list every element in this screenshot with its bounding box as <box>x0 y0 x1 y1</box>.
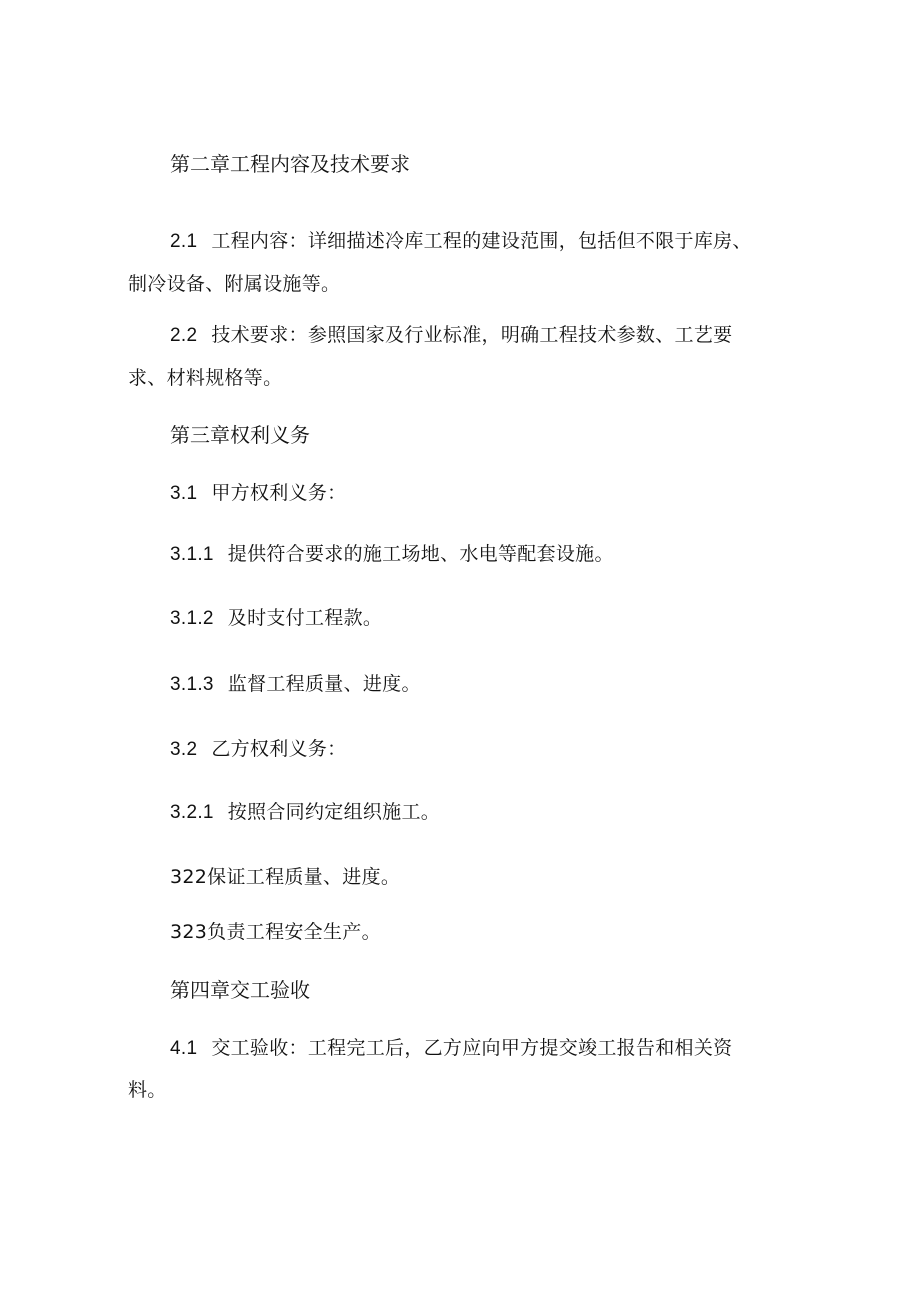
clause-3-1-2 <box>170 607 382 630</box>
clause-text: 提供符合要求的施工场地、水电等配套设施。 <box>227 543 614 565</box>
clause-text: 交工验收：工程完工后，乙方应向甲方提交竣工报告和相关资 <box>211 1037 733 1059</box>
clause-3-1 <box>170 482 346 505</box>
clause-2-1-line-1 <box>170 230 752 253</box>
clause-3-1-1 <box>170 543 614 566</box>
clause-number: 3.1.3 <box>170 674 214 695</box>
clause-3-2-1 <box>170 801 440 824</box>
clause-3-1-3 <box>170 673 421 696</box>
clause-2-2-line-2: 求、材料规格等。 <box>128 367 283 389</box>
clause-2-2-line-1 <box>170 324 732 347</box>
clause-number: 2.2 <box>170 325 198 346</box>
clause-number: 3.1.2 <box>170 608 214 629</box>
clause-text: 监督工程质量、进度。 <box>227 673 421 695</box>
clause-4-1-line-2: 料。 <box>128 1079 167 1101</box>
chapter-4-heading: 第四章交工验收 <box>170 980 310 1002</box>
clause-text: 技术要求：参照国家及行业标准，明确工程技术参数、工艺要 <box>211 324 733 346</box>
clause-4-1-line-1 <box>170 1037 732 1060</box>
chapter-2-heading: 第二章工程内容及技术要求 <box>170 154 410 176</box>
clause-number: 3.1.1 <box>170 544 214 565</box>
clause-number: 3.1 <box>170 483 198 504</box>
clause-2-1-line-2: 制冷设备、附属设施等。 <box>128 273 341 295</box>
clause-3-2 <box>170 738 346 761</box>
clause-number: 3.2 <box>170 739 198 760</box>
clause-text: 及时支付工程款。 <box>227 607 383 629</box>
clause-number: 4.1 <box>170 1038 198 1059</box>
clause-number: 3.2.1 <box>170 802 214 823</box>
clause-text: 按照合同约定组织施工。 <box>227 801 441 823</box>
clause-text: 甲方权利义务： <box>211 482 347 504</box>
chapter-3-heading: 第三章权利义务 <box>170 425 310 447</box>
clause-3-2-3: 323负责工程安全生产。 <box>170 921 381 943</box>
clause-3-2-2: 322保证工程质量、进度。 <box>170 866 401 888</box>
clause-number: 2.1 <box>170 231 198 252</box>
clause-text: 工程内容：详细描述冷库工程的建设范围，包括但不限于库房、 <box>211 230 752 252</box>
clause-text: 乙方权利义务： <box>211 738 347 760</box>
